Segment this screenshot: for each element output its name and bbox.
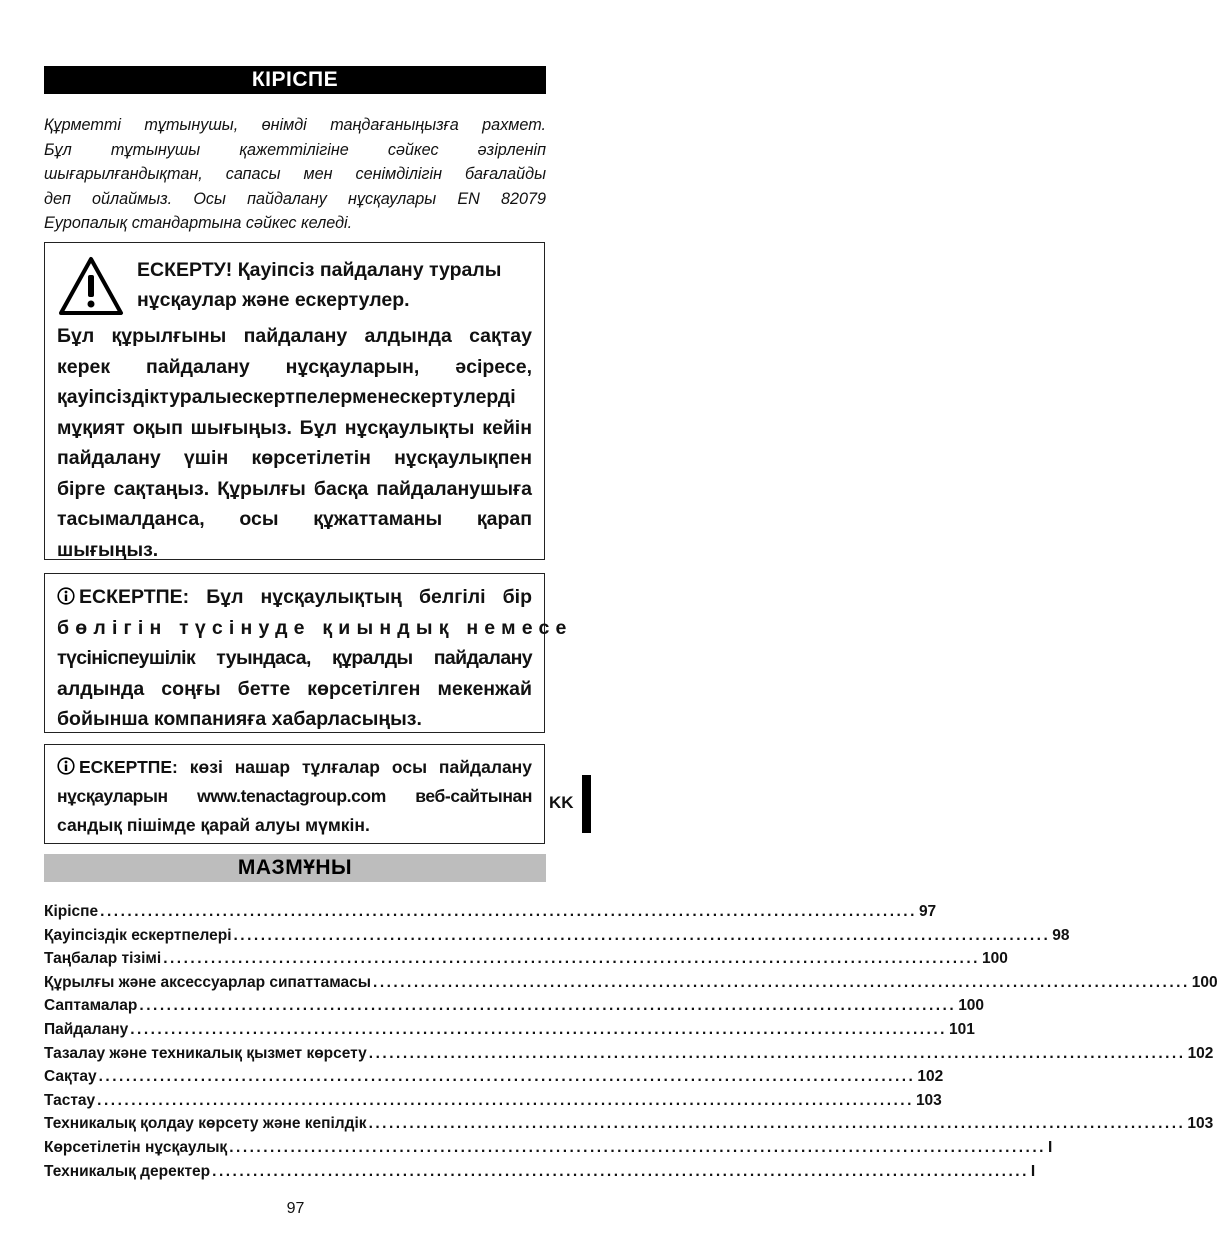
toc-entry — [44, 950, 1008, 974]
note-line: алдында соңғы бетте көрсетілген мекенжай — [57, 677, 532, 700]
toc-entry — [44, 1068, 944, 1092]
warning-line: тасымалданса, осы құжаттаманы қарап — [57, 508, 532, 530]
table-of-contents — [44, 903, 1218, 1186]
warning-title-line: ЕСКЕРТУ! Қауіпсіз пайдалану туралы — [137, 259, 502, 281]
toc-entry — [44, 1162, 1036, 1187]
toc-entry-page: 103 — [1187, 1115, 1214, 1133]
toc-entry-title: Тастау — [44, 1091, 96, 1109]
toc-dot-leader: ........................................................................................................................ — [98, 1068, 916, 1086]
toc-entry-page: 100 — [981, 950, 1008, 968]
toc-dot-leader: ........................................................................................................................ — [368, 1044, 1186, 1062]
toc-dot-leader: ........................................................................................................................ — [373, 973, 1190, 991]
toc-entry — [44, 973, 1218, 998]
language-tab-label: KK — [549, 793, 574, 812]
note-box-website — [44, 744, 545, 844]
intro-line: шығарылғандықтан, сапасы мен сенімділігін бағалайды — [44, 165, 546, 183]
toc-entry-title: Техникалық қолдау көрсету және кепілдік — [44, 1115, 367, 1133]
note-line — [57, 582, 532, 613]
intro-heading: КІРІСПЕ — [44, 66, 546, 94]
intro-line: деп ойлаймыз. Осы пайдалану нұсқаулары EN 82079 — [44, 189, 546, 208]
warning-line: мұқият оқып шығыңыз. Бұл нұсқаулықты кейін — [57, 416, 532, 439]
toc-entry-title: Қауіпсіздік ескертпелері — [44, 926, 232, 944]
toc-entry-title: Құрылғы және аксессуарлар сипаттамасы — [44, 973, 372, 991]
info-circle-icon — [57, 587, 75, 605]
toc-entry — [44, 1115, 1214, 1139]
toc-entry-title: Таңбалар тізімі — [44, 950, 162, 968]
toc-dot-leader: ........................................................................................................................ — [130, 1020, 947, 1038]
note-line-text: ЕСКЕРТПЕ: Бұл нұсқаулықтың белгілі бір — [79, 586, 532, 608]
toc-entry-page: 103 — [915, 1091, 942, 1109]
intro-line: Бұл тұтынушы қажеттілігіне сәйкес әзірленіп — [44, 140, 546, 159]
toc-entry-title: Сақтау — [44, 1068, 97, 1086]
toc-entry-page: 102 — [917, 1068, 944, 1086]
info-circle-icon — [57, 757, 75, 775]
toc-dot-leader: ........................................................................................................................ — [100, 903, 917, 920]
toc-entry — [44, 926, 1070, 951]
note-line: бөлігін түсінуде қиындық немесе — [57, 616, 573, 639]
toc-dot-leader: ........................................................................................................................ — [368, 1115, 1186, 1133]
toc-entry — [44, 1020, 975, 1045]
warning-line: керек пайдалану нұсқауларын, әсіресе, — [57, 355, 532, 378]
warning-line: пайдалану үшін көрсетілетін нұсқаулықпен — [57, 447, 532, 469]
toc-dot-leader: ........................................................................................................................ — [229, 1138, 1046, 1156]
note-line: түсініспеушілік туындаса, құралды пайдалану — [57, 647, 532, 669]
toc-entry-title: Тазалау және техникалық қызмет көрсету — [44, 1044, 367, 1062]
toc-entry-page: 102 — [1187, 1044, 1214, 1062]
note-body — [57, 582, 573, 735]
warning-title-line: нұсқаулар және ескертулер. — [137, 289, 410, 311]
warning-line: бірге сақтаңыз. Құрылғы басқа пайдаланушыға — [57, 477, 532, 500]
page-number: 97 — [286, 1200, 305, 1217]
warning-triangle-icon — [57, 255, 125, 317]
toc-dot-leader: ........................................................................................................................ — [212, 1162, 1029, 1180]
toc-entry-page: 100 — [1191, 973, 1218, 991]
note-line — [57, 753, 532, 782]
toc-dot-leader: ........................................................................................................................ — [233, 926, 1051, 944]
contents-heading: МАЗМҰНЫ — [44, 854, 546, 882]
warning-title — [137, 255, 501, 315]
toc-entry — [44, 1091, 942, 1116]
toc-dot-leader: ........................................................................................................................ — [139, 997, 957, 1015]
toc-entry-title: Пайдалану — [44, 1020, 129, 1038]
toc-entry-title: Көрсетілетін нұсқаулық — [44, 1138, 228, 1156]
toc-entry-page: 101 — [948, 1020, 975, 1038]
toc-entry-title: Кіріспе — [44, 903, 99, 920]
toc-entry-page: I — [1030, 1162, 1036, 1180]
warning-line: шығыңыз. — [57, 538, 159, 561]
toc-entry — [44, 1138, 1053, 1163]
note-line: нұсқауларын www.tenactagroup.com веб-сайтынан — [57, 786, 532, 806]
toc-dot-leader: ........................................................................................................................ — [163, 950, 980, 968]
warning-line: қауіпсіздіктуралыескертпелерменескертулерді — [57, 386, 516, 408]
note-line: бойынша компанияға хабарласыңыз. — [57, 708, 422, 730]
toc-entry-title: Саптамалар — [44, 997, 138, 1015]
toc-entry — [44, 903, 937, 927]
note-line: сандық пішімде қарай алуы мүмкін. — [57, 815, 370, 835]
note-body — [57, 753, 532, 840]
toc-entry-page: 97 — [918, 903, 937, 920]
note-line-text: ЕСКЕРТПЕ: көзі нашар тұлғалар осы пайдалану — [79, 757, 532, 777]
intro-paragraph — [44, 113, 546, 236]
toc-entry-page: I — [1047, 1138, 1053, 1156]
toc-dot-leader: ........................................................................................................................ — [97, 1091, 914, 1109]
note-box-contact — [44, 573, 573, 733]
toc-entry — [44, 997, 985, 1021]
toc-entry-title: Техникалық деректер — [44, 1162, 211, 1180]
language-tab-marker — [582, 775, 591, 833]
safety-warning-box — [44, 242, 545, 560]
intro-line: Құрметті тұтынушы, өнімді таңдағаныңызға рахмет. — [44, 116, 546, 134]
intro-line: Еуропалық стандартына сәйкес келеді. — [44, 214, 353, 232]
toc-entry-page: 98 — [1052, 926, 1070, 944]
toc-entry-page: 100 — [958, 997, 985, 1015]
warning-body — [57, 321, 532, 565]
warning-line: Бұл құрылғыны пайдалану алдында сақтау — [57, 325, 532, 347]
toc-entry — [44, 1044, 1214, 1069]
